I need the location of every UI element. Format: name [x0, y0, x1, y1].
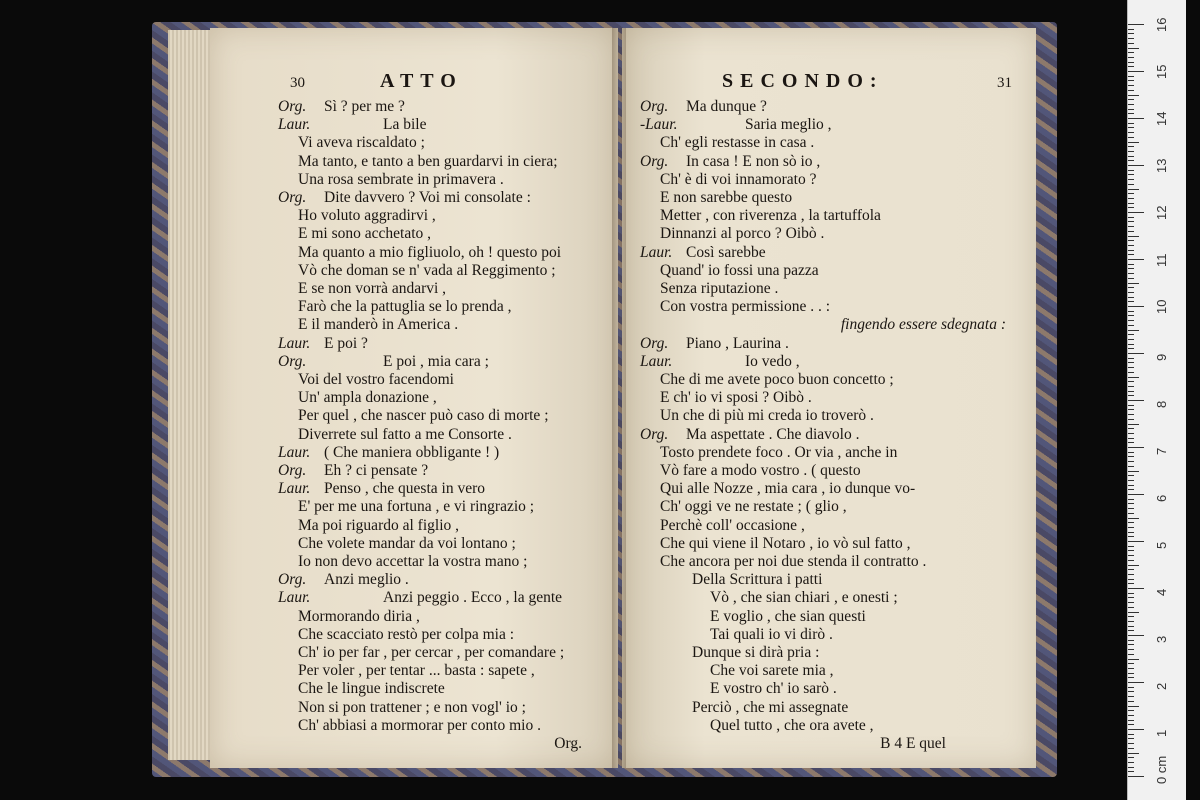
- ruler-minor-tick: [1128, 226, 1134, 227]
- verse-text: Che volete mandar da voi lontano ;: [298, 534, 516, 552]
- ruler-minor-tick: [1128, 179, 1134, 180]
- ruler-major-tick: [1128, 165, 1144, 166]
- ruler-minor-tick: [1128, 240, 1134, 241]
- ruler-minor-tick: [1128, 565, 1139, 566]
- ruler-minor-tick: [1128, 99, 1134, 100]
- ruler-label: 15: [1154, 64, 1169, 79]
- ruler-minor-tick: [1128, 461, 1134, 462]
- speaker-label: Laur.: [278, 116, 311, 134]
- ruler-minor-tick: [1128, 170, 1134, 171]
- ruler-minor-tick: [1128, 372, 1134, 373]
- verse-text: Quel tutto , che ora avete ,: [710, 716, 874, 734]
- ruler-minor-tick: [1128, 301, 1134, 302]
- ruler-minor-tick: [1128, 659, 1139, 660]
- ruler-minor-tick: [1128, 593, 1134, 594]
- ruler-label: 6: [1154, 494, 1169, 502]
- ruler-minor-tick: [1128, 499, 1134, 500]
- speaker-label: Laur.: [640, 352, 673, 370]
- page-number: 31: [997, 75, 1012, 91]
- verse-text: E non sarebbe questo: [660, 189, 793, 206]
- ruler-minor-tick: [1128, 602, 1134, 603]
- ruler-minor-tick: [1128, 597, 1134, 598]
- ruler-minor-tick: [1128, 654, 1134, 655]
- ruler-major-tick: [1128, 353, 1144, 354]
- ruler-major-tick: [1128, 494, 1144, 495]
- ruler-minor-tick: [1128, 395, 1134, 396]
- ruler-label: 12: [1154, 205, 1169, 220]
- speaker-label: Org.: [640, 98, 669, 115]
- ruler-minor-tick: [1128, 250, 1134, 251]
- ruler-minor-tick: [1128, 254, 1134, 255]
- ruler-minor-tick: [1128, 245, 1134, 246]
- verse-text: Qui alle Nozze , mia cara , io dunque vo-: [660, 480, 916, 498]
- verse-text: Un che di più mi creda io troverò .: [660, 407, 874, 425]
- ruler-minor-tick: [1128, 424, 1139, 425]
- verse-text: E ch' io vi sposi ? Oibò .: [660, 389, 812, 407]
- verse-text: Un' ampla donazione ,: [298, 389, 437, 407]
- ruler-label: 0 cm: [1154, 755, 1169, 784]
- verse-text: fingendo essere sdegnata :: [840, 316, 1006, 334]
- ruler-minor-tick: [1128, 569, 1134, 570]
- ruler-minor-tick: [1128, 62, 1134, 63]
- ruler-minor-tick: [1128, 330, 1139, 331]
- verse-text: Che scacciato restò per colpa mia :: [298, 625, 515, 643]
- ruler-minor-tick: [1128, 767, 1134, 768]
- verse-text: Ma aspettate . Che diavolo .: [686, 425, 860, 443]
- verse-text: Perciò , che mi assegnate: [692, 698, 849, 716]
- ruler-label: 2: [1154, 682, 1169, 690]
- speaker-label: Laur.: [278, 443, 311, 461]
- ruler-minor-tick: [1128, 264, 1134, 265]
- measurement-ruler: [1127, 0, 1186, 800]
- ruler-minor-tick: [1128, 207, 1134, 208]
- ruler-minor-tick: [1128, 33, 1134, 34]
- verse-text: ( Che maniera obbligante ! ): [324, 443, 500, 461]
- speaker-label: Org.: [640, 334, 669, 352]
- ruler-major-tick: [1128, 541, 1144, 542]
- ruler-minor-tick: [1128, 231, 1134, 232]
- verse-text: Anzi peggio . Ecco , la gente: [383, 589, 563, 607]
- verse-text: Dite davvero ? Voi mi consolate :: [324, 189, 531, 206]
- verse-text: E' per me una fortuna , e vi ringrazio ;: [298, 498, 535, 516]
- verse-text: Ch' oggi ve ne restate ; ( glio ,: [660, 498, 847, 516]
- ruler-minor-tick: [1128, 616, 1134, 617]
- ruler-minor-tick: [1128, 621, 1134, 622]
- verse-text: Ma dunque ?: [686, 98, 767, 115]
- verse-text: Io vedo ,: [745, 352, 800, 370]
- verse-text: Della Scrittura i patti: [692, 571, 823, 589]
- ruler-minor-tick: [1128, 555, 1134, 556]
- ruler-minor-tick: [1128, 142, 1139, 143]
- speaker-label: Org.: [278, 462, 307, 479]
- verse-text: Per quel , che nascer può caso di morte ;: [298, 407, 549, 425]
- verse-text: Voi del vostro facendomi: [298, 371, 454, 388]
- ruler-major-tick: [1128, 635, 1144, 636]
- verse-text: Con vostra permissione . . :: [660, 298, 831, 316]
- verse-text: Non si pon trattener ; e non vogl' io ;: [298, 698, 526, 716]
- ruler-minor-tick: [1128, 607, 1134, 608]
- ruler-minor-tick: [1128, 560, 1134, 561]
- verse-text: Farò che la pattuglia se lo prenda ,: [298, 298, 512, 316]
- ruler-minor-tick: [1128, 377, 1139, 378]
- ruler-minor-tick: [1128, 344, 1134, 345]
- ruler-minor-tick: [1128, 127, 1134, 128]
- verse-text: Che di me avete poco buon concetto ;: [660, 371, 894, 388]
- verse-text: Tosto prendete foco . Or via , anche in: [660, 443, 898, 461]
- ruler-minor-tick: [1128, 527, 1134, 528]
- ruler-minor-tick: [1128, 428, 1134, 429]
- ruler-minor-tick: [1128, 762, 1134, 763]
- verse-text: Senza riputazione .: [660, 280, 779, 297]
- ruler-minor-tick: [1128, 48, 1139, 49]
- ruler-minor-tick: [1128, 536, 1134, 537]
- ruler-minor-tick: [1128, 748, 1134, 749]
- ruler-label: 16: [1154, 17, 1169, 32]
- ruler-minor-tick: [1128, 696, 1134, 697]
- ruler-minor-tick: [1128, 612, 1139, 613]
- ruler-minor-tick: [1128, 677, 1134, 678]
- ruler-label: 7: [1154, 447, 1169, 455]
- ruler-minor-tick: [1128, 334, 1134, 335]
- ruler-minor-tick: [1128, 367, 1134, 368]
- verse-text: Ch' è di voi innamorato ?: [660, 170, 817, 188]
- catchword: B 4 E quel: [880, 735, 946, 752]
- verse-text: Ch' io per far , per cercar , per comandare ;: [298, 644, 565, 661]
- verse-text: In casa ! E non sò io ,: [686, 152, 821, 170]
- ruler-minor-tick: [1128, 522, 1134, 523]
- verse-text: Perchè coll' occasione ,: [660, 516, 805, 534]
- verse-text: Vi aveva riscaldato ;: [298, 134, 425, 152]
- ruler-minor-tick: [1128, 433, 1134, 434]
- ruler-minor-tick: [1128, 734, 1134, 735]
- verse-text: Vò fare a modo vostro . ( questo: [660, 462, 861, 479]
- ruler-label: 8: [1154, 400, 1169, 408]
- speaker-label: -Laur.: [640, 116, 678, 134]
- running-header: SECONDO:: [722, 70, 884, 92]
- ruler-minor-tick: [1128, 480, 1134, 481]
- speaker-label: Laur.: [278, 480, 311, 498]
- ruler-label: 11: [1154, 253, 1169, 267]
- verse-text: E il manderò in America .: [298, 316, 459, 334]
- ruler-label: 13: [1154, 158, 1169, 173]
- ruler-minor-tick: [1128, 414, 1134, 415]
- ruler-major-tick: [1128, 71, 1144, 72]
- ruler-minor-tick: [1128, 315, 1134, 316]
- ruler-major-tick: [1128, 776, 1144, 777]
- ruler-minor-tick: [1128, 193, 1134, 194]
- ruler-minor-tick: [1128, 156, 1134, 157]
- ruler-major-tick: [1128, 306, 1144, 307]
- ruler-major-tick: [1128, 400, 1144, 401]
- ruler-major-tick: [1128, 447, 1144, 448]
- verse-text: Sì ? per me ?: [324, 98, 405, 115]
- ruler-minor-tick: [1128, 236, 1139, 237]
- ruler-minor-tick: [1128, 715, 1134, 716]
- ruler-minor-tick: [1128, 146, 1134, 147]
- ruler-minor-tick: [1128, 466, 1134, 467]
- verse-text: Ho voluto aggradirvi ,: [298, 207, 436, 225]
- verse-text: Tai quali io vi dirò .: [710, 625, 833, 643]
- verse-text: Ma poi riguardo al figlio ,: [298, 516, 459, 534]
- ruler-minor-tick: [1128, 151, 1134, 152]
- ruler-minor-tick: [1128, 640, 1134, 641]
- ruler-minor-tick: [1128, 663, 1134, 664]
- ruler-minor-tick: [1128, 550, 1134, 551]
- ruler-minor-tick: [1128, 485, 1134, 486]
- ruler-minor-tick: [1128, 362, 1134, 363]
- ruler-minor-tick: [1128, 339, 1134, 340]
- ruler-minor-tick: [1128, 706, 1139, 707]
- ruler-minor-tick: [1128, 668, 1134, 669]
- ruler-minor-tick: [1128, 546, 1134, 547]
- ruler-label: 5: [1154, 541, 1169, 549]
- ruler-minor-tick: [1128, 109, 1134, 110]
- ruler-label: 4: [1154, 588, 1169, 596]
- verse-text: Così sarebbe: [686, 243, 766, 261]
- ruler-minor-tick: [1128, 574, 1134, 575]
- ruler-minor-tick: [1128, 503, 1134, 504]
- ruler-minor-tick: [1128, 724, 1134, 725]
- verse-text: Che le lingue indiscrete: [298, 680, 445, 698]
- verse-text: Ma quanto a mio figliuolo, oh ! questo poi: [298, 243, 562, 261]
- ruler-minor-tick: [1128, 438, 1134, 439]
- verse-text: Io non devo accettar la vostra mano ;: [298, 553, 528, 570]
- ruler-minor-tick: [1128, 273, 1134, 274]
- ruler-minor-tick: [1128, 320, 1134, 321]
- ruler-minor-tick: [1128, 297, 1134, 298]
- ruler-minor-tick: [1128, 29, 1134, 30]
- ruler-minor-tick: [1128, 386, 1134, 387]
- verse-text: Che ancora per noi due stenda il contratto .: [660, 553, 927, 570]
- ruler-minor-tick: [1128, 292, 1134, 293]
- ruler-minor-tick: [1128, 132, 1134, 133]
- verse-text: Metter , con riverenza , la tartuffola: [660, 207, 881, 225]
- verse-text: Vò che doman se n' vada al Reggimento ;: [298, 261, 556, 279]
- verse-text: E vostro ch' io sarò .: [710, 680, 837, 698]
- speaker-label: Laur.: [278, 589, 311, 607]
- verse-text: E mi sono acchetato ,: [298, 225, 431, 243]
- ruler-major-tick: [1128, 212, 1144, 213]
- ruler-minor-tick: [1128, 57, 1134, 58]
- ruler-minor-tick: [1128, 283, 1139, 284]
- ruler-minor-tick: [1128, 221, 1134, 222]
- ruler-minor-tick: [1128, 160, 1134, 161]
- verse-text: La bile: [383, 116, 427, 134]
- speaker-label: Laur.: [278, 334, 311, 352]
- ruler-minor-tick: [1128, 217, 1134, 218]
- verse-text: Dunque si dirà pria :: [692, 644, 820, 661]
- verse-text: E poi ?: [324, 334, 368, 352]
- ruler-minor-tick: [1128, 456, 1134, 457]
- ruler-minor-tick: [1128, 137, 1134, 138]
- catchword: Org.: [554, 735, 582, 752]
- ruler-minor-tick: [1128, 80, 1134, 81]
- verse-text: Per voler , per tentar ... basta : sapete ,: [298, 662, 535, 680]
- ruler-minor-tick: [1128, 532, 1134, 533]
- verse-text: Diverrete sul fatto a me Consorte .: [298, 425, 512, 443]
- ruler-minor-tick: [1128, 76, 1134, 77]
- ruler-minor-tick: [1128, 85, 1134, 86]
- ruler-major-tick: [1128, 259, 1144, 260]
- ruler-major-tick: [1128, 588, 1144, 589]
- ruler-minor-tick: [1128, 508, 1134, 509]
- ruler-minor-tick: [1128, 123, 1134, 124]
- ruler-minor-tick: [1128, 757, 1134, 758]
- ruler-minor-tick: [1128, 442, 1134, 443]
- left-page: [210, 28, 618, 768]
- ruler-minor-tick: [1128, 90, 1134, 91]
- ruler-minor-tick: [1128, 583, 1134, 584]
- ruler-minor-tick: [1128, 738, 1134, 739]
- ruler-minor-tick: [1128, 649, 1134, 650]
- ruler-minor-tick: [1128, 38, 1134, 39]
- speaker-label: Org.: [278, 189, 307, 206]
- right-page: [622, 28, 1036, 768]
- ruler-minor-tick: [1128, 104, 1134, 105]
- verse-text: Una rosa sembrate in primavera .: [298, 170, 504, 188]
- ruler-minor-tick: [1128, 95, 1139, 96]
- page-stack-edge: [168, 30, 212, 760]
- ruler-label: 10: [1154, 299, 1169, 314]
- ruler-minor-tick: [1128, 471, 1139, 472]
- ruler-minor-tick: [1128, 348, 1134, 349]
- verse-text: Mormorando diria ,: [298, 607, 420, 625]
- verse-text: Dinnanzi al porco ? Oibò .: [660, 225, 825, 243]
- ruler-minor-tick: [1128, 287, 1134, 288]
- speaker-label: Laur.: [640, 243, 673, 261]
- ruler-minor-tick: [1128, 579, 1134, 580]
- ruler-label: 9: [1154, 353, 1169, 361]
- ruler-label: 1: [1154, 729, 1169, 737]
- book-gutter: [612, 28, 626, 768]
- speaker-label: Org.: [278, 352, 307, 370]
- ruler-minor-tick: [1128, 43, 1134, 44]
- ruler-minor-tick: [1128, 198, 1134, 199]
- ruler-minor-tick: [1128, 311, 1134, 312]
- ruler-minor-tick: [1128, 691, 1134, 692]
- ruler-minor-tick: [1128, 52, 1134, 53]
- verse-text: E voglio , che sian questi: [710, 607, 866, 625]
- ruler-minor-tick: [1128, 518, 1139, 519]
- ruler-minor-tick: [1128, 203, 1134, 204]
- ruler-minor-tick: [1128, 419, 1134, 420]
- ruler-minor-tick: [1128, 189, 1139, 190]
- ruler-minor-tick: [1128, 743, 1134, 744]
- verse-text: Ma tanto, e tanto a ben guardarvi in ciera;: [298, 152, 558, 170]
- verse-text: Anzi meglio .: [324, 571, 409, 589]
- page-number: 30: [290, 75, 305, 91]
- ruler-label: 3: [1154, 635, 1169, 643]
- ruler-minor-tick: [1128, 626, 1134, 627]
- ruler-label: 14: [1154, 111, 1169, 126]
- running-header: ATTO: [380, 70, 463, 92]
- ruler-minor-tick: [1128, 66, 1134, 67]
- verse-text: Vò , che sian chiari , e onesti ;: [710, 589, 898, 607]
- ruler-minor-tick: [1128, 489, 1134, 490]
- ruler-minor-tick: [1128, 630, 1134, 631]
- ruler-minor-tick: [1128, 358, 1134, 359]
- speaker-label: Org.: [640, 425, 669, 443]
- ruler-minor-tick: [1128, 753, 1139, 754]
- verse-text: Piano , Laurina .: [686, 334, 789, 352]
- ruler-minor-tick: [1128, 701, 1134, 702]
- verse-text: Che voi sarete mia ,: [710, 662, 834, 680]
- ruler-minor-tick: [1128, 452, 1134, 453]
- ruler-minor-tick: [1128, 184, 1134, 185]
- verse-text: Quand' io fossi una pazza: [660, 261, 819, 279]
- ruler-minor-tick: [1128, 771, 1134, 772]
- verse-text: Saria meglio ,: [745, 116, 832, 134]
- ruler-minor-tick: [1128, 475, 1134, 476]
- ruler-minor-tick: [1128, 644, 1134, 645]
- ruler-minor-tick: [1128, 409, 1134, 410]
- ruler-minor-tick: [1128, 405, 1134, 406]
- ruler-minor-tick: [1128, 113, 1134, 114]
- verse-text: E poi , mia cara ;: [383, 352, 489, 370]
- verse-text: Ch' egli restasse in casa .: [660, 134, 815, 152]
- ruler-major-tick: [1128, 118, 1144, 119]
- ruler-minor-tick: [1128, 174, 1134, 175]
- ruler-major-tick: [1128, 682, 1144, 683]
- ruler-minor-tick: [1128, 278, 1134, 279]
- ruler-minor-tick: [1128, 710, 1134, 711]
- verse-text: E se non vorrà andarvi ,: [298, 280, 447, 297]
- ruler-major-tick: [1128, 24, 1144, 25]
- ruler-major-tick: [1128, 729, 1144, 730]
- speaker-label: Org.: [640, 152, 669, 170]
- ruler-minor-tick: [1128, 513, 1134, 514]
- ruler-minor-tick: [1128, 268, 1134, 269]
- verse-text: Eh ? ci pensate ?: [324, 462, 429, 479]
- ruler-minor-tick: [1128, 325, 1134, 326]
- speaker-label: Org.: [278, 98, 307, 115]
- ruler-minor-tick: [1128, 720, 1134, 721]
- ruler-minor-tick: [1128, 673, 1134, 674]
- verse-text: Che qui viene il Notaro , io vò sul fatto ,: [660, 534, 911, 552]
- ruler-minor-tick: [1128, 381, 1134, 382]
- ruler-minor-tick: [1128, 687, 1134, 688]
- speaker-label: Org.: [278, 571, 307, 589]
- ruler-minor-tick: [1128, 391, 1134, 392]
- verse-text: Ch' abbiasi a mormorar per conto mio .: [298, 716, 541, 734]
- verse-text: Penso , che questa in vero: [324, 480, 485, 498]
